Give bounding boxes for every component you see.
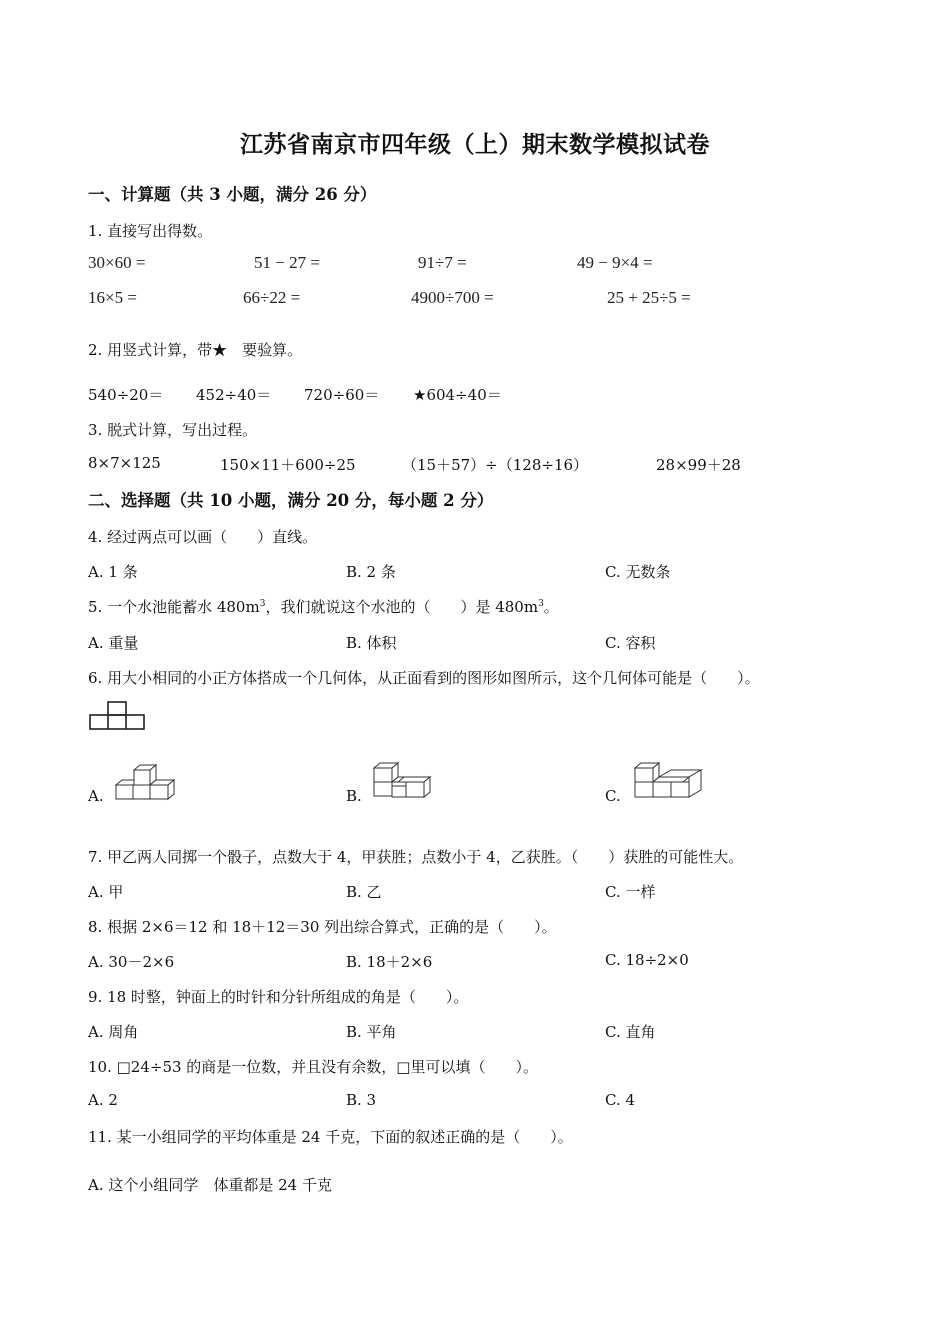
q6-option-a-cubes-figure[interactable] (112, 762, 182, 802)
section2-heading: 二、选择题（共 10 小题，满分 20 分，每小题 2 分） (88, 491, 494, 510)
q6-option-c[interactable]: C. (605, 787, 621, 805)
q2-item: 452÷40＝ (196, 386, 272, 404)
q11-option-a[interactable]: A. 这个小组同学 体重都是 24 千克 (88, 1176, 332, 1194)
q3-item: 8×7×125 (88, 454, 161, 472)
q4-option-b[interactable]: B. 2 条 (346, 563, 396, 581)
q10-option-c[interactable]: C. 4 (605, 1091, 636, 1109)
q3-item: 28×99＋28 (656, 456, 741, 474)
q1-expr: 16×5 = (88, 288, 137, 307)
q5-stem: 5. 一个水池能蓄水 $480m^3$，我们就说这个水池的（ ）是 $480m^3$。 (88, 598, 559, 616)
q3-item: （15＋57）÷（128÷16） (402, 456, 589, 474)
q6-option-c-cubes-figure[interactable] (631, 760, 707, 802)
q5-option-a[interactable]: A. 重量 (88, 634, 139, 652)
q6-option-b[interactable]: B. (346, 787, 362, 805)
q3-item: 150×11＋600÷25 (220, 456, 356, 474)
q1-expr: 51 − 27 = (254, 253, 320, 272)
q3-stem: 3. 脱式计算，写出过程。 (88, 421, 258, 439)
q8-stem: 8. 根据 2×6＝12 和 18＋12＝30 列出综合算式，正确的是（ ）。 (88, 918, 557, 936)
q6-option-a[interactable]: A. (88, 787, 104, 805)
q9-stem: 9. 18 时整，钟面上的时针和分针所组成的角是（ ）。 (88, 988, 469, 1006)
q11-stem: 11. 某一小组同学的平均体重是 24 千克，下面的叙述正确的是（ ）。 (88, 1128, 573, 1146)
q9-option-c[interactable]: C. 直角 (605, 1023, 656, 1041)
q1-stem: 1. 直接写出得数。 (88, 222, 213, 240)
q10-option-b[interactable]: B. 3 (346, 1091, 377, 1109)
q2-stem: 2. 用竖式计算，带★ 要验算。 (88, 341, 303, 359)
q10-stem: 10. □24÷53 的商是一位数，并且没有余数，□里可以填（ ）。 (88, 1058, 538, 1076)
q2-item: 720÷60＝ (304, 386, 380, 404)
q6-option-b-cubes-figure[interactable] (370, 760, 440, 802)
q1-expr: 49 − 9×4 = (577, 253, 653, 272)
q1-expr: 91÷7 = (418, 253, 467, 272)
q1-expr: 30×60 = (88, 253, 146, 272)
q8-option-a[interactable]: A. 30－2×6 (88, 953, 175, 971)
q5-option-c[interactable]: C. 容积 (605, 634, 656, 652)
q8-option-c[interactable]: C. 18÷2×0 (605, 951, 689, 969)
section1-heading: 一、计算题（共 3 小题，满分 26 分） (88, 185, 377, 204)
q9-option-a[interactable]: A. 周角 (88, 1023, 139, 1041)
front-view-figure (88, 700, 148, 732)
q7-option-b[interactable]: B. 乙 (346, 883, 382, 901)
q2-item: 540÷20＝ (88, 386, 164, 404)
q7-option-c[interactable]: C. 一样 (605, 883, 656, 901)
q4-option-a[interactable]: A. 1 条 (88, 563, 138, 581)
q4-stem: 4. 经过两点可以画（ ）直线。 (88, 528, 318, 546)
q7-option-a[interactable]: A. 甲 (88, 883, 124, 901)
q4-option-c[interactable]: C. 无数条 (605, 563, 671, 581)
q8-option-b[interactable]: B. 18＋2×6 (346, 953, 433, 971)
q10-option-a[interactable]: A. 2 (88, 1091, 118, 1109)
q2-item: ★604÷40＝ (413, 386, 502, 404)
q1-expr: 4900÷700 = (411, 288, 494, 307)
q5-option-b[interactable]: B. 体积 (346, 634, 397, 652)
q6-stem: 6. 用大小相同的小正方体搭成一个几何体，从正面看到的图形如图所示，这个几何体可能是（ ）。 (88, 669, 760, 687)
q1-expr: 66÷22 = (243, 288, 301, 307)
q1-expr: 25 + 25÷5 = (607, 288, 691, 307)
q7-stem: 7. 甲乙两人同掷一个骰子，点数大于 4，甲获胜；点数小于 4，乙获胜。（ ）获胜的可能性大。 (88, 848, 744, 866)
page-title: 江苏省南京市四年级（上）期末数学模拟试卷 (240, 131, 710, 158)
q9-option-b[interactable]: B. 平角 (346, 1023, 397, 1041)
